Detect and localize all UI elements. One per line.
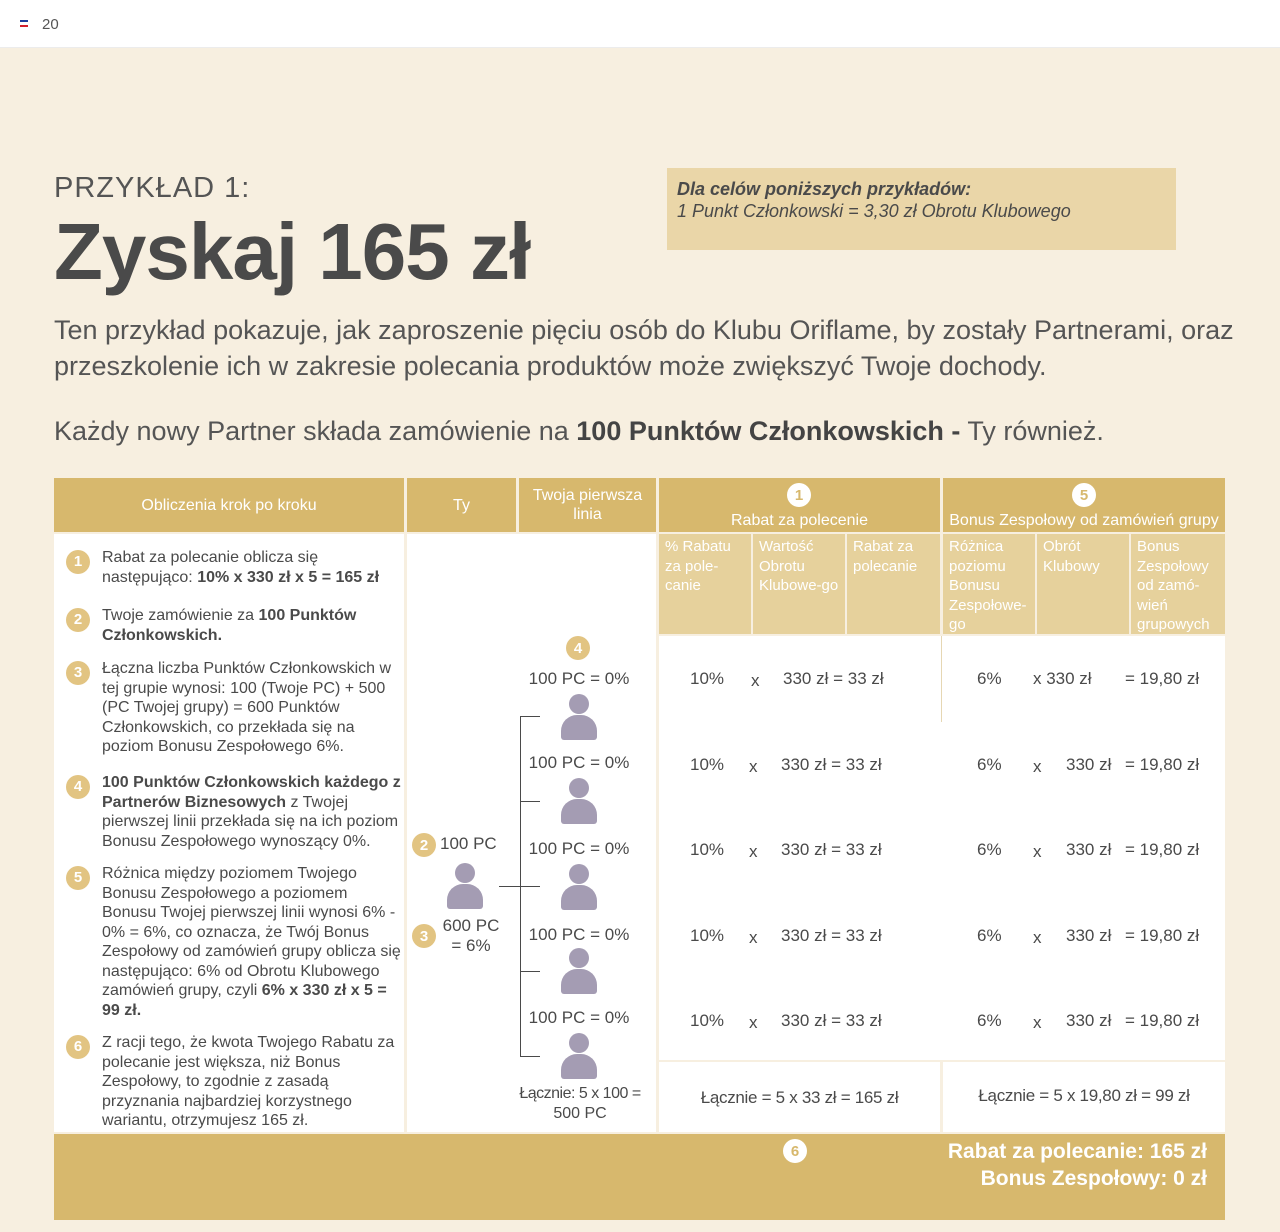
times-sign: x (749, 928, 758, 947)
header-group-rabat (659, 478, 940, 532)
step-6 (62, 1033, 402, 1131)
rabat-pct: 10% (690, 840, 725, 859)
you-person-icon (447, 863, 483, 911)
rabat-pct: 10% (690, 755, 725, 774)
first-line-total-2: 500 PC (553, 1105, 607, 1122)
bonus-result: = 19,80 zł (1125, 840, 1200, 859)
member-person-icon (561, 778, 597, 826)
rabat-pct: 10% (690, 669, 725, 688)
rabat-value: 330 zł = 33 zł (781, 755, 882, 774)
total-rabat: Łącznie = 5 x 33 zł = 165 zł (700, 1088, 899, 1107)
step-text: Rabat za polecanie oblicza się następująco: (102, 549, 319, 586)
tree-number-3: 3 (412, 924, 436, 948)
times-sign: x (749, 1013, 758, 1032)
times-sign: x (1033, 1013, 1042, 1032)
step-text: Z racji tego, że kwota Twojego Rabatu za polecanie jest większa, niż Bonus Zespołowy, to zgodnie z zasadą przyznania najbardziej korzystnego wariantu, otrzymujesz 165 zł. (102, 1034, 395, 1129)
tree-branch (520, 716, 540, 717)
bonus-pct: 6% (977, 669, 1002, 688)
step-2 (62, 606, 402, 645)
rabat-pct: 10% (690, 926, 725, 945)
subheader-turnover: Wartość Obrotu Klubowe-go (753, 534, 845, 634)
bonus-result: = 19,80 zł (1125, 669, 1200, 688)
times-sign: x (1033, 928, 1042, 947)
member-label: 100 PC = 0% (528, 1008, 630, 1027)
step-number: 3 (66, 661, 90, 685)
page-number: 20 (42, 16, 59, 33)
tree-number-2: 2 (412, 833, 436, 857)
bonus-turnover: x 330 zł (1033, 669, 1092, 688)
header-first-line: Twoja pierwsza linia (519, 478, 656, 532)
step-number: 2 (66, 608, 90, 632)
divider (941, 636, 942, 722)
step-bold: 100 Punktów Członkowskich. (102, 607, 357, 644)
note-heading: Dla celów poniższych przykładów: (677, 179, 972, 199)
tree-panel (407, 534, 656, 1132)
rabat-value: 330 zł = 33 zł (781, 926, 882, 945)
group-number-5: 5 (1072, 483, 1096, 507)
top-bar (0, 0, 1280, 48)
rabat-value: 330 zł = 33 zł (781, 840, 882, 859)
subheader-club-turnover: Obrót Klubowy (1037, 534, 1129, 634)
step-number: 4 (66, 775, 90, 799)
flag-icon (20, 20, 28, 27)
step-text: Różnica między poziomem Twojego Bonusu Zespołowego a poziomem Bonusu Twojej pierwszej linii wynosi 6% - 0% = 6%, co oznacza, że Twój Bonus Zespołowy od zamówień grupy oblicza się następująco: 6% od Obrotu Klubowego zamówień grupy, czyli (102, 865, 401, 999)
member-person-icon (561, 864, 597, 912)
step-bold: 10% x 330 zł x 5 = 165 zł (197, 568, 380, 586)
member-person-icon (561, 694, 597, 742)
lead-paragraph-2 (54, 416, 1104, 447)
footer-summary (948, 1138, 1207, 1192)
footer-number-6: 6 (783, 1139, 807, 1163)
tree-branch (520, 886, 540, 887)
lead2-bold: 100 Punktów Członkowskich - (576, 416, 961, 446)
member-person-icon (561, 1033, 597, 1081)
step-bold: 100 Punktów Członkowskich każdego z Partnerów Biznesowych (102, 774, 401, 811)
first-line-total-1: Łącznie: 5 x 100 = (519, 1085, 641, 1102)
tree-number-4: 4 (566, 636, 590, 660)
step-bold: 6% x 330 zł x 5 = 99 zł. (102, 982, 387, 1019)
bonus-result: = 19,80 zł (1125, 755, 1200, 774)
rabat-pct: 10% (690, 1011, 725, 1030)
page-title: Zyskaj 165 zł (54, 207, 531, 296)
step-text: Twoje zamówienie za (102, 607, 259, 624)
bonus-pct: 6% (977, 755, 1002, 774)
bonus-result: = 19,80 zł (1125, 926, 1200, 945)
rabat-value: 330 zł = 33 zł (783, 669, 884, 688)
rabat-value: 330 zł = 33 zł (781, 1011, 882, 1030)
header-calc: Obliczenia krok po kroku (54, 478, 404, 532)
times-sign: x (749, 842, 758, 861)
member-label: 100 PC = 0% (528, 753, 630, 772)
bonus-turnover: 330 zł (1066, 926, 1112, 945)
member-label: 100 PC = 0% (528, 669, 630, 688)
subheader-rabat: Rabat za polecanie (847, 534, 940, 634)
group-pct: = 6% (451, 936, 491, 955)
group-label-bonus: Bonus Zespołowy od zamówień grupy (949, 512, 1219, 529)
bonus-pct: 6% (977, 840, 1002, 859)
group-pc: 600 PC (442, 916, 500, 935)
bonus-turnover: 330 zł (1066, 1011, 1112, 1030)
header-group-bonus (943, 478, 1225, 532)
member-label: 100 PC = 0% (528, 839, 630, 858)
step-1 (62, 548, 402, 587)
bonus-turnover: 330 zł (1066, 840, 1112, 859)
step-text: Łączna liczba Punktów Członkowskich w tej grupie wynosi: 100 (Twoje PC) + 500 (PC Twojej grupy) = 600 Punktów Członkowskich, co przekłada się na poziom Bonusu Zespołowego 6%. (102, 660, 392, 755)
times-sign: x (1033, 842, 1042, 861)
tree-connector (499, 886, 520, 887)
you-pc: 100 PC (440, 834, 497, 853)
times-sign: x (749, 757, 758, 776)
group-number-1: 1 (787, 483, 811, 507)
times-sign: x (751, 671, 760, 690)
note-text: 1 Punkt Członkowski = 3,30 zł Obrotu Klubowego (677, 201, 1071, 221)
note-box (667, 168, 1176, 250)
subheader-bonus: Bonus Zespołowy od zamó-wień grupowych (1131, 534, 1225, 634)
pretitle: PRZYKŁAD 1: (54, 172, 251, 204)
times-sign: x (1033, 757, 1042, 776)
bonus-result: = 19,80 zł (1125, 1011, 1200, 1030)
footer-rabat: Rabat za polecanie: 165 zł (947, 1140, 1207, 1163)
subheader-diff: Różnica poziomu Bonusu Zespołowe-go (943, 534, 1035, 634)
bonus-pct: 6% (977, 1011, 1002, 1030)
step-number: 6 (66, 1035, 90, 1059)
group-label-rabat: Rabat za polecenie (731, 512, 868, 529)
footer-bonus: Bonus Zespołowy: 0 zł (980, 1167, 1207, 1190)
header-ty: Ty (407, 478, 516, 532)
step-5 (62, 864, 402, 1020)
member-label: 100 PC = 0% (528, 925, 630, 944)
step-4 (62, 773, 402, 851)
member-person-icon (561, 948, 597, 996)
summary-footer (54, 1134, 1225, 1220)
tree-branch (520, 1056, 540, 1057)
step-3 (62, 659, 402, 757)
subheader-pct: % Rabatu za pole-canie (659, 534, 751, 634)
total-bonus: Łącznie = 5 x 19,80 zł = 99 zł (978, 1086, 1190, 1105)
bonus-turnover: 330 zł (1066, 755, 1112, 774)
step-text: z Twojej pierwszej linii przekłada się na ich poziom Bonusu Zespołowego wynoszący 0%. (102, 793, 399, 850)
lead-paragraph: Ten przykład pokazuje, jak zaproszenie pięciu osób do Klubu Oriflame, by zostały Partnerami, oraz przeszkolenie ich w zakresie polecania produktów może zwiększyć Twoje dochody. (54, 315, 1234, 381)
step-number: 5 (66, 866, 90, 890)
bonus-pct: 6% (977, 926, 1002, 945)
lead2-after: Ty również. (960, 416, 1104, 446)
step-number: 1 (66, 550, 90, 574)
tree-branch (520, 971, 540, 972)
tree-branch (520, 801, 540, 802)
lead2-before: Każdy nowy Partner składa zamówienie na (54, 416, 577, 446)
